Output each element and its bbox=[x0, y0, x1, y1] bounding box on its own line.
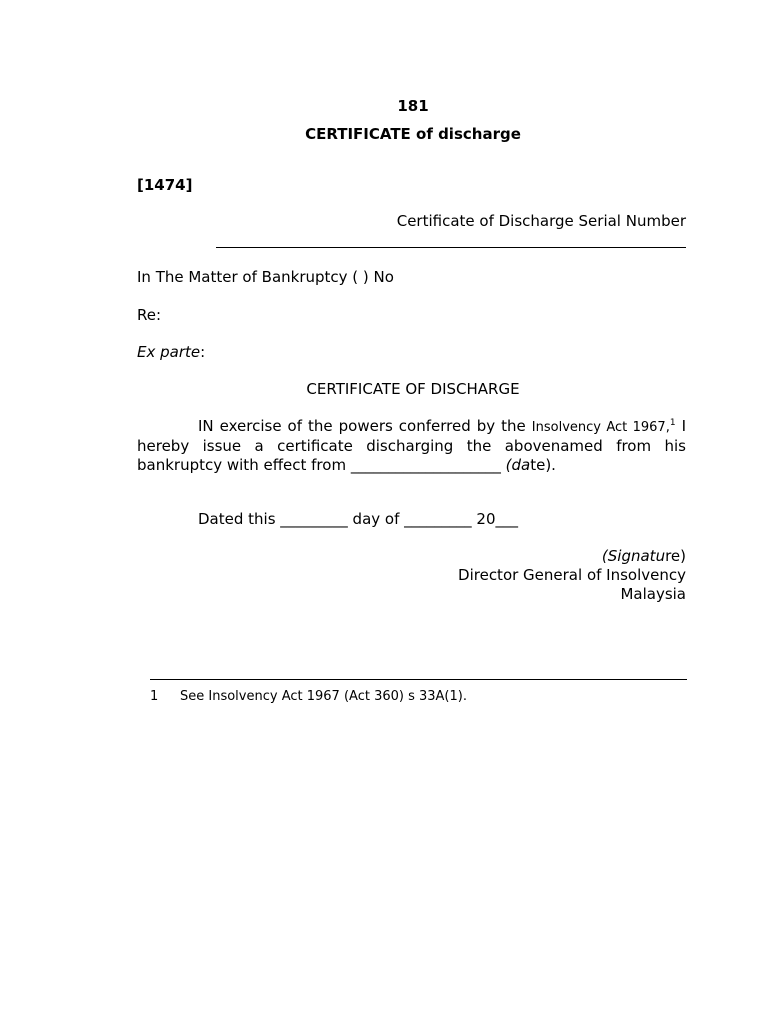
paragraph-text-after-act: I hereby issue a certificate discharging the abovenamed from his bankruptcy with effect from bbox=[137, 417, 687, 474]
form-reference: [1474] bbox=[137, 176, 193, 194]
certificate-heading: CERTIFICATE OF DISCHARGE bbox=[306, 380, 520, 398]
footnote-reference: 1 bbox=[669, 418, 676, 428]
date-blank: ____________________ bbox=[350, 456, 501, 474]
signatory-title: Director General of Insolvency bbox=[458, 566, 686, 584]
footnote-number: 1 bbox=[150, 689, 159, 704]
bankruptcy-matter-line: In The Matter of Bankruptcy ( ) No bbox=[137, 268, 394, 286]
serial-number-label: Certificate of Discharge Serial Number bbox=[396, 212, 686, 230]
signature-line bbox=[458, 547, 686, 566]
date-label-italic: (da bbox=[505, 456, 531, 474]
form-number: 181 bbox=[397, 97, 429, 115]
signature-block bbox=[458, 547, 686, 604]
signature-label-rest: re) bbox=[665, 547, 686, 565]
act-name: Insolvency Act 1967, bbox=[531, 420, 670, 435]
serial-number-line bbox=[216, 247, 686, 248]
signature-label-italic: (Signatu bbox=[601, 547, 666, 565]
footnote-rule bbox=[150, 679, 687, 680]
form-title: CERTIFICATE of discharge bbox=[305, 125, 521, 143]
dated-line: Dated this _________ day of _________ 20___ bbox=[198, 510, 518, 528]
date-label-rest: te). bbox=[530, 456, 556, 474]
discharge-paragraph bbox=[137, 417, 686, 475]
ex-parte-label: Ex parte bbox=[137, 343, 201, 361]
footnote-text: See Insolvency Act 1967 (Act 360) s 33A(1). bbox=[180, 689, 467, 704]
ex-parte-colon: : bbox=[200, 343, 206, 361]
paragraph-text-before-act: IN exercise of the powers conferred by the bbox=[198, 417, 526, 435]
signatory-country: Malaysia bbox=[620, 585, 686, 603]
re-label: Re: bbox=[137, 306, 162, 324]
ex-parte-line bbox=[137, 343, 205, 361]
